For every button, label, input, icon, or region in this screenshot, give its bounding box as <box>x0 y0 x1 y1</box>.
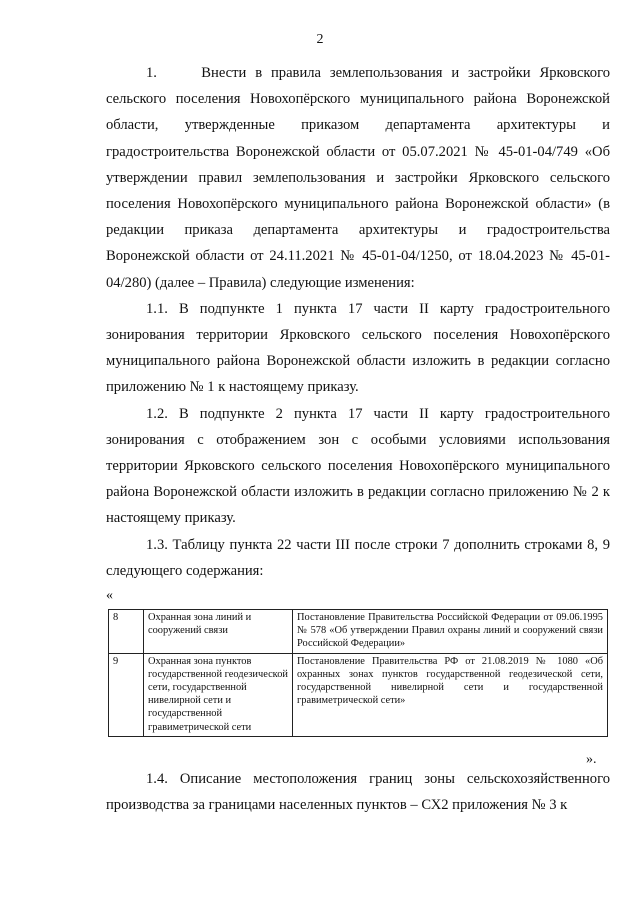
paragraph-1-1: 1.1. В подпункте 1 пункта 17 части II карту градостроительного зонирования территории Ярковского сельского поселения Новохопёрского муниципального района Воронежской области изложить в редакции согласно приложению № 1 к настоящему приказу. <box>106 300 610 396</box>
table-row <box>109 610 608 654</box>
legal-basis: Постановление Правительства РФ от 21.08.2019 № 1080 «Об охранных зонах пунктов государственной геодезической сети, государственной нивелирной сети и государственной гравиметрической сети» <box>293 653 608 736</box>
row-number: 8 <box>109 610 144 654</box>
legal-basis: Постановление Правительства Российской Федерации от 09.06.1995 № 578 «Об утверждении Правил охраны линий и сооружений связи Российской Федерации» <box>293 610 608 654</box>
paragraph-1: 1. Внести в правила землепользования и застройки Ярковского сельского поселения Новохопёрского муниципального района Воронежской области, утвержденные приказом департамента архитектуры и градостроительства Воронежской области от 05.07.2021 № 45-01-04/749 «Об утверждении правил землепользования и застройки Ярковского сельского поселения Новохопёрского муниципального района Воронежской области» (в редакции приказа департамента архитектуры и градостроительства Воронежской области от 24.11.2021 № 45-01-04/1250, от 18.04.2023 № 45-01-04/280) (далее – Правила) следующие изменения: <box>106 65 610 291</box>
opening-quote: « <box>106 588 113 603</box>
paragraph-1-2: 1.2. В подпункте 2 пункта 17 части II карту градостроительного зонирования с отображением зон с особыми условиями использования территории Ярковского сельского поселения Новохопёрского муниципального района Воронежской области изложить в редакции согласно приложению № 2 к настоящему приказу. <box>106 405 610 527</box>
closing-quote: ». <box>586 752 597 767</box>
table-row <box>109 653 608 736</box>
paragraph-1-3: 1.3. Таблицу пункта 22 части III после строки 7 дополнить строками 8, 9 следующего содержания: <box>106 536 610 579</box>
paragraph-1-4: 1.4. Описание местоположения границ зоны сельскохозяйственного производства за границами населенных пунктов – СХ2 приложения № 3 к <box>106 771 610 814</box>
zone-name: Охранная зона линий и сооружений связи <box>144 610 293 654</box>
zone-name: Охранная зона пунктов государственной геодезической сети, государственной нивелирной сети и государственной гравиметрической сети <box>144 653 293 736</box>
document-body <box>106 60 610 584</box>
row-number: 9 <box>109 653 144 736</box>
page-number: 2 <box>316 32 324 47</box>
amendment-table <box>108 609 608 737</box>
